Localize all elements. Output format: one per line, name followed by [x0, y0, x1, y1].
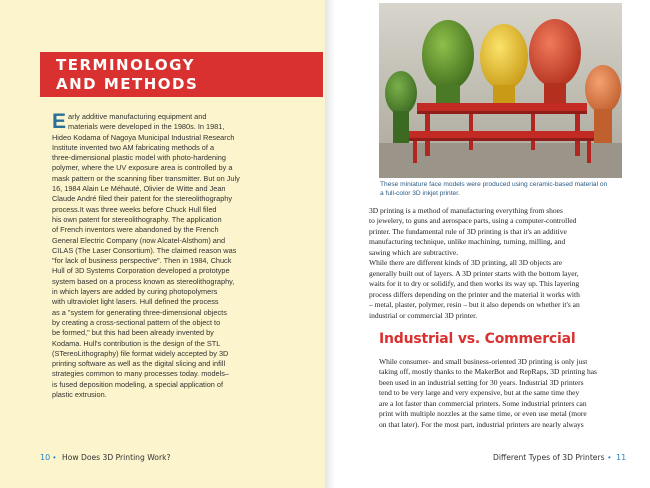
text-line: polymer, where the UV exposure area is controlled by a: [52, 163, 233, 173]
right-page-number: 11: [616, 453, 627, 462]
drop-cap: E: [52, 110, 67, 133]
left-folio-bullet: •: [53, 453, 56, 462]
text-line: Institute invented two AM fabricating methods of a: [52, 142, 215, 152]
text-line: While there are different kinds of 3D printing, all 3D objects are: [369, 258, 563, 268]
text-line: General Electric Company (now Alcatel-Alsthom) and: [52, 235, 226, 245]
text-line: printer. The fundamental rule of 3D printing is that it's an additive: [369, 226, 567, 236]
text-line: as a "system for generating three-dimensional objects: [52, 307, 227, 317]
text-line: taking off, mostly thanks to the MakerBot and RepRaps, 3D printing has: [379, 367, 597, 377]
left-running-footer: How Does 3D Printing Work?: [62, 453, 171, 462]
text-line: of French inventors were abandoned by the French: [52, 225, 219, 235]
text-line: generally built out of layers. A 3D printer starts with the bottom layer,: [369, 268, 579, 278]
text-line: strategies common to many processes today. models–: [52, 369, 230, 379]
text-line: print with multiple nozzles at the same time, or even use metal (more: [379, 409, 587, 419]
caption-line: a full-color 3D inkjet printer.: [380, 190, 460, 197]
text-line: been used in an industrial setting for 30 years. Industrial 3D printers: [379, 377, 584, 387]
left-page-number: 10: [40, 453, 51, 462]
text-line: – metal, plaster, polymer, resin – but it also depends on whether it's an: [369, 300, 580, 310]
text-line: 3D printing is a method of manufacturing everything from shoes: [369, 206, 563, 215]
text-line: materials were developed in the 1980s. In 1981,: [68, 122, 225, 132]
left-body-text: [52, 112, 292, 400]
caption-line: These miniature face models were produced using ceramic-based material on: [380, 181, 608, 188]
text-line: to jewelery, to guns and aerospace parts, using a computer-controlled: [369, 216, 577, 226]
photo-caption: [380, 180, 630, 198]
text-line: are a lot faster than commercial printers. Some industrial printers can: [379, 398, 587, 408]
chapter-heading-line-1: TERMINOLOGY: [56, 56, 195, 74]
text-line: Hideo Kodama of Nagoya Municipal Industrial Research: [52, 132, 235, 142]
right-body-text-2: [379, 357, 631, 430]
text-line: industrial or commercial 3D printer.: [369, 310, 478, 320]
text-line: be formed," but this had been already invented by: [52, 328, 214, 338]
section-heading: Industrial vs. Commercial: [379, 331, 576, 347]
text-line: tend to be very large and very expensive, but at the same time they: [379, 388, 580, 398]
text-line: by creating a cross-sectional pattern of the object to: [52, 317, 221, 327]
text-line: system based on a process known as stereolithography,: [52, 276, 235, 286]
chapter-heading-line-2: AND METHODS: [56, 75, 199, 93]
text-line: Hull of 3D Systems Corporation developed a prototype: [52, 266, 230, 276]
text-line: with ultraviolet light lasers. Hull defined the process: [52, 297, 219, 307]
gutter-shadow: [325, 0, 335, 488]
text-line: process.It was three weeks before Chuck Hull filed: [52, 204, 217, 214]
text-line: waits for it to dry or solidify, and then works its way up. This layering: [369, 279, 580, 289]
text-line: on that later). For the most part, industrial printers are nearly always: [379, 419, 584, 429]
right-body-text: [369, 206, 631, 321]
text-line: 16, 1984 Alain Le Méhauté, Olivier de Witte and Jean: [52, 184, 226, 194]
text-line: plastic extrusion.: [52, 390, 107, 400]
face-models-photo: [379, 3, 622, 178]
text-line: in which layers are added by curing photopolymers: [52, 287, 218, 297]
face-models-illustration: [379, 3, 622, 178]
text-line: CILAS (The Laser Consortium). The claimed reason was: [52, 245, 237, 255]
chapter-heading: [56, 56, 198, 94]
text-line: is fused deposition modeling, a special application of: [52, 379, 224, 389]
text-line: "for lack of business perspective". Then in 1984, Chuck: [52, 256, 232, 266]
text-line: printing software as well as the digital slicing and infill: [52, 359, 226, 369]
text-line: While consumer- and small business-oriented 3D printing is only just: [379, 357, 588, 366]
text-line: process differs depending on the printer and the material it works with: [369, 289, 580, 299]
text-line: (STereoLithography) file format widely accepted by 3D: [52, 348, 229, 358]
text-line: Claude André filed their patent for the stereolithography: [52, 194, 233, 204]
text-line: his own patent for stereolithography. The application: [52, 214, 222, 224]
text-line: Kodama. Hull's contribution is the design of the STL: [52, 338, 221, 348]
text-line: sawing which are subtractive.: [369, 247, 459, 257]
right-running-footer: Different Types of 3D Printers: [493, 453, 605, 462]
text-line: mask pattern or the scanning fiber transmitter. But on July: [52, 173, 240, 183]
text-line: arly additive manufacturing equipment and: [68, 112, 207, 121]
text-line: three-dimensional plastic model with photo-hardening: [52, 153, 226, 163]
text-line: manufacturing technique, unlike machining, turning, milling, and: [369, 237, 566, 247]
right-folio-bullet: •: [608, 453, 611, 462]
